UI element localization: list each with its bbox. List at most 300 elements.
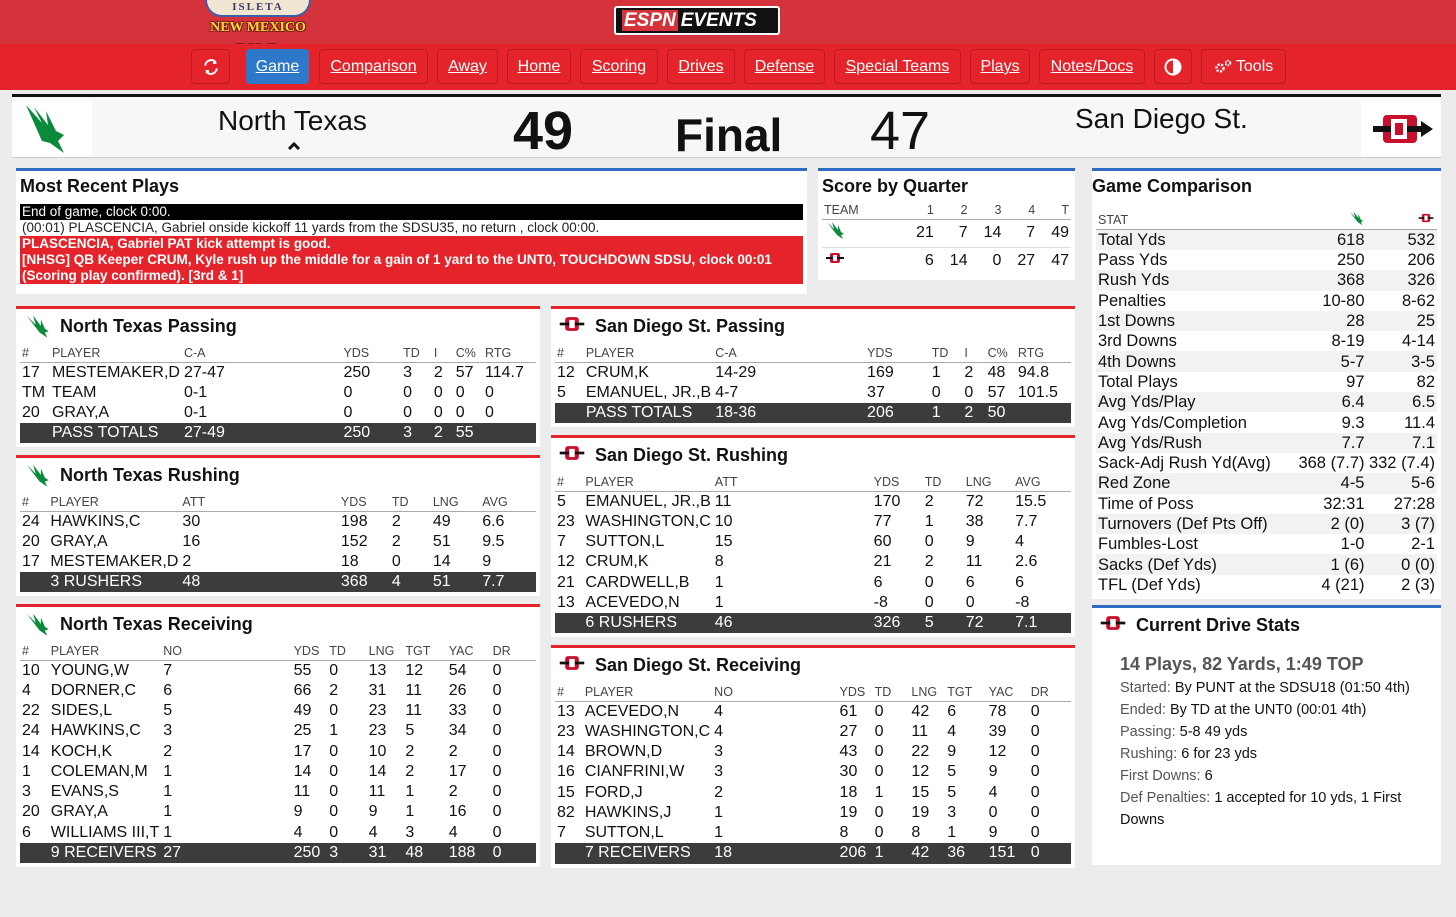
table-cell: 38 xyxy=(965,512,984,530)
drive-line xyxy=(1120,765,1421,787)
col-header: # xyxy=(555,684,583,701)
table-cell: 0 xyxy=(924,593,934,611)
unt-value: 368 (7.7) xyxy=(1298,454,1365,473)
table-cell: 1 xyxy=(163,783,173,801)
totals-cell: 27 xyxy=(161,843,291,863)
table-cell: 1 xyxy=(947,824,957,842)
totals-cell: 7 RECEIVERS xyxy=(583,843,712,863)
drive-label: Started: xyxy=(1120,680,1171,696)
col-header: AVG xyxy=(1013,474,1071,491)
table-cell: 15 xyxy=(714,532,733,550)
table-cell: 78 xyxy=(988,702,1007,720)
scoreboard xyxy=(12,94,1441,161)
comparison-row xyxy=(1096,331,1437,351)
home-score: 47 xyxy=(870,101,931,161)
table-cell: 1 xyxy=(874,783,884,801)
table-cell: 0 xyxy=(924,532,934,550)
table-cell: 94.8 xyxy=(1017,363,1050,381)
table-cell: 60 xyxy=(873,532,892,550)
table-cell: 0 xyxy=(988,803,998,821)
comparison-row xyxy=(1096,514,1437,534)
col-header: 2 xyxy=(936,202,970,219)
tab-away[interactable]: Away xyxy=(437,49,498,84)
stats-table xyxy=(555,684,1071,864)
table-cell: 61 xyxy=(839,702,858,720)
totals-row xyxy=(555,843,1071,863)
col-header: T xyxy=(1037,202,1071,219)
col-header: 3 xyxy=(970,202,1004,219)
table-cell: 0 xyxy=(492,783,502,801)
table-cell: 0 xyxy=(485,383,494,401)
drive-label: Ended: xyxy=(1120,702,1166,718)
table-row xyxy=(555,823,1071,843)
table-cell: 0 xyxy=(492,742,502,760)
sdsu-icon xyxy=(557,313,587,335)
tab-game[interactable]: Game xyxy=(246,49,309,84)
tab-notes-docs[interactable]: Notes/Docs xyxy=(1039,49,1145,84)
totals-cell: 0 xyxy=(491,843,536,863)
col-header: PLAYER xyxy=(583,684,712,701)
table-cell: 25 xyxy=(293,722,312,740)
stat-label: Rush Yds xyxy=(1096,270,1296,290)
table-row xyxy=(555,512,1071,532)
table-cell: 4 xyxy=(448,823,458,841)
score-cell: 21 xyxy=(916,224,934,241)
table-cell: 21 xyxy=(873,553,892,571)
recent-plays-panel xyxy=(16,168,807,294)
table-cell: TEAM xyxy=(51,383,97,401)
totals-cell: 326 xyxy=(872,613,923,633)
sdsu-value: 5-6 xyxy=(1367,473,1438,493)
table-cell: 30 xyxy=(839,763,858,781)
table-cell: 49 xyxy=(293,701,312,719)
totals-cell: 151 xyxy=(987,843,1029,863)
comparison-row xyxy=(1096,372,1437,392)
totals-cell: 0 xyxy=(1029,843,1071,863)
score-cell: 27 xyxy=(1017,252,1036,270)
comparison-row xyxy=(1096,392,1437,412)
table-cell: 12 xyxy=(405,661,424,679)
comparison-row xyxy=(1096,575,1437,595)
totals-cell: 250 xyxy=(292,843,328,863)
contrast-toggle[interactable] xyxy=(1154,49,1192,84)
table-cell: 23 xyxy=(368,701,387,719)
table-cell: 5 xyxy=(557,492,566,510)
table-cell: 2 xyxy=(163,742,173,760)
col-header: YDS xyxy=(838,684,873,701)
table-cell: CARDWELL,B xyxy=(585,573,690,591)
table-cell: 22 xyxy=(911,742,930,760)
totals-cell: 5 xyxy=(923,613,964,633)
tab-plays[interactable]: Plays xyxy=(970,49,1030,84)
comparison-row xyxy=(1096,270,1437,290)
sdsu-value: 4-14 xyxy=(1401,332,1435,351)
events-wordmark: EVENTS xyxy=(680,10,757,31)
table-cell: 11 xyxy=(965,553,983,571)
totals-cell: 3 RUSHERS xyxy=(48,572,180,592)
score-cell: 7 xyxy=(1026,224,1036,241)
table-cell: 12 xyxy=(988,742,1007,760)
comparison-row xyxy=(1096,250,1437,270)
comparison-row xyxy=(1096,494,1437,514)
totals-cell: 42 xyxy=(909,843,945,863)
refresh-button[interactable] xyxy=(191,49,230,84)
table-cell: 16 xyxy=(182,532,201,550)
table-cell: 20 xyxy=(22,403,40,421)
table-row xyxy=(555,383,1071,403)
table-cell: 0 xyxy=(329,742,339,760)
table-cell: 12 xyxy=(557,363,575,381)
table-cell: 0 xyxy=(874,824,884,842)
table-cell: 0 xyxy=(329,803,339,821)
play-item: [NHSG] QB Keeper CRUM, Kyle rush up the middle for a gain of 1 yard to the UNT0, TOUCHDOWN SDSU, clock 00:01 (Scoring play confirmed). [3rd & 1] xyxy=(20,252,803,284)
table-cell: 169 xyxy=(867,363,894,381)
sdsu-logo xyxy=(1361,101,1441,157)
eagle-icon xyxy=(22,313,52,339)
unt-value: 4-5 xyxy=(1296,473,1367,493)
table-cell: 0 xyxy=(492,762,502,780)
table-cell: 0 xyxy=(1030,824,1040,842)
table-cell: 0 xyxy=(492,803,502,821)
sdsu-icon xyxy=(824,250,846,266)
table-cell: 17 xyxy=(293,742,312,760)
table-cell: 14-29 xyxy=(715,363,757,381)
table-cell: 39 xyxy=(988,722,1007,740)
game-comparison-panel xyxy=(1092,168,1441,599)
col-header: NO xyxy=(161,643,291,660)
table-cell: 9 xyxy=(293,803,303,821)
col-header: ATT xyxy=(713,474,872,491)
table-cell: 9 xyxy=(988,763,998,781)
table-row xyxy=(20,511,536,532)
col-header: TEAM xyxy=(822,202,902,219)
col-header: YDS xyxy=(339,494,390,511)
sdsu-value: 11.4 xyxy=(1404,413,1435,432)
stat-label: Avg Yds/Completion xyxy=(1098,413,1247,432)
totals-row xyxy=(555,613,1071,633)
totals-cell: PASS TOTALS xyxy=(584,403,713,423)
table-cell: 11 xyxy=(405,681,422,699)
stat-label: Avg Yds/Rush xyxy=(1096,433,1296,453)
sdsu-icon xyxy=(557,652,587,674)
table-cell: 30 xyxy=(182,512,201,530)
table-cell: EVANS,S xyxy=(50,783,119,801)
table-cell: WILLIAMS III,T xyxy=(50,823,160,841)
table-cell: YOUNG,W xyxy=(50,661,129,679)
col-header: LNG xyxy=(964,474,1013,491)
table-cell: -8 xyxy=(1015,593,1030,611)
table-cell: 14 xyxy=(368,762,387,780)
table-cell: 11 xyxy=(911,722,929,740)
comparison-row xyxy=(1096,230,1437,251)
bowl-logo-sponsor: ISLETA xyxy=(205,0,311,17)
table-row xyxy=(20,532,536,552)
unt-logo xyxy=(22,611,52,644)
tab-comparison[interactable]: Comparison xyxy=(319,49,428,84)
table-cell: 0 xyxy=(492,661,502,679)
table-cell: 0-1 xyxy=(183,403,208,421)
table-cell: 6 xyxy=(965,573,975,591)
table-cell: 0 xyxy=(433,383,443,401)
table-cell: 0 xyxy=(329,661,339,679)
table-cell: 4 xyxy=(714,702,724,720)
table-cell: 5 xyxy=(557,383,566,401)
sdsu-icon xyxy=(557,442,587,464)
tab-drives[interactable]: Drives xyxy=(667,49,735,84)
unt-rushing-panel xyxy=(16,455,540,596)
table-cell: 0 xyxy=(403,383,412,401)
totals-cell: 48 xyxy=(403,843,446,863)
table-cell: 0 xyxy=(492,701,502,719)
eagle-icon xyxy=(1347,210,1365,226)
col-header: 1 xyxy=(902,202,936,219)
sdsu-col-logo xyxy=(1367,210,1438,230)
table-cell: HAWKINS,J xyxy=(584,803,672,821)
stat-label: Pass Yds xyxy=(1098,251,1168,270)
table-cell: FORD,J xyxy=(584,783,643,801)
totals-cell: 7.1 xyxy=(1013,613,1071,633)
totals-cell: 27-49 xyxy=(182,423,341,443)
col-header: # xyxy=(555,474,583,491)
table-cell: 7.7 xyxy=(1015,512,1038,530)
table-cell: EMANUEL, JR.,B xyxy=(585,492,711,510)
col-header: TD xyxy=(930,345,963,362)
col-header: YDS xyxy=(872,474,923,491)
unt-value: 32:31 xyxy=(1323,494,1365,513)
totals-cell xyxy=(483,423,536,443)
table-cell: 82 xyxy=(557,803,575,821)
comparison-row xyxy=(1096,412,1437,432)
play-item: End of game, clock 0:00. xyxy=(20,204,803,220)
sdsu-value: 25 xyxy=(1367,311,1438,331)
score-cell: 6 xyxy=(924,252,934,270)
panel-title-text: San Diego St. Receiving xyxy=(595,655,802,675)
table-cell: 6 xyxy=(163,681,173,699)
table-cell: 2 xyxy=(182,552,192,570)
table-cell: 51 xyxy=(432,532,451,550)
table-cell: 0 xyxy=(455,403,465,421)
table-cell: EMANUEL, JR.,B xyxy=(585,383,712,401)
current-drive-title-text: Current Drive Stats xyxy=(1136,615,1301,635)
table-row xyxy=(555,362,1071,383)
sdsu-logo xyxy=(557,652,587,681)
table-cell: 14 xyxy=(22,742,40,760)
table-cell: 9 xyxy=(368,803,378,821)
unt-value: 618 xyxy=(1296,230,1367,251)
table-cell: 1 xyxy=(329,722,339,740)
sdsu-logo xyxy=(557,442,587,471)
stat-label: Fumbles-Lost xyxy=(1098,535,1198,554)
table-cell: 10 xyxy=(22,661,40,679)
col-header: # xyxy=(20,494,48,511)
sdsu-icon xyxy=(1098,612,1128,634)
col-header: I xyxy=(432,345,454,362)
table-cell: 0 xyxy=(874,702,884,720)
stat-label: Time of Poss xyxy=(1098,494,1194,513)
table-cell: 2 xyxy=(924,553,934,571)
contrast-icon xyxy=(1164,58,1182,76)
unt-value: 97 xyxy=(1346,372,1365,391)
col-header: TD xyxy=(873,684,910,701)
table-cell: 5 xyxy=(163,701,173,719)
table-cell: 11 xyxy=(405,701,422,719)
table-cell: SIDES,L xyxy=(50,701,113,719)
table-cell: 0 xyxy=(433,403,443,421)
totals-cell: 206 xyxy=(838,843,873,863)
table-cell: 4 xyxy=(714,722,724,740)
comparison-row xyxy=(1096,433,1437,453)
sdsu-rushing-panel xyxy=(551,435,1075,637)
table-cell: 1 xyxy=(931,363,941,381)
gears-icon xyxy=(1214,59,1232,75)
stat-label: 4th Downs xyxy=(1096,351,1296,371)
table-row xyxy=(555,701,1071,722)
table-cell: 0 xyxy=(874,803,884,821)
totals-cell xyxy=(1016,403,1071,423)
table-row xyxy=(555,532,1071,552)
eagle-icon xyxy=(22,611,52,637)
table-cell: 114.7 xyxy=(485,363,524,381)
totals-row xyxy=(20,423,536,443)
table-cell: 2 xyxy=(448,783,458,801)
table-cell: 0 xyxy=(329,823,339,841)
table-cell: 21 xyxy=(557,573,575,591)
tab-defense[interactable]: Defense xyxy=(744,49,825,84)
tab-special-teams[interactable]: Special Teams xyxy=(834,49,961,84)
totals-cell: 36 xyxy=(945,843,986,863)
table-cell: 1 xyxy=(924,512,934,530)
table-cell: 3 xyxy=(714,742,724,760)
table-row xyxy=(20,741,536,761)
stats-table xyxy=(20,494,536,592)
comparison-row xyxy=(1096,453,1437,473)
tab-scoring[interactable]: Scoring xyxy=(580,49,658,84)
table-row xyxy=(555,593,1071,613)
bowl-logo-title: NEW MEXICO xyxy=(210,20,306,35)
col-header: TGT xyxy=(403,643,446,660)
table-cell: 17 xyxy=(22,363,40,381)
table-cell: 1 xyxy=(714,593,724,611)
table-cell: 11 xyxy=(293,783,311,801)
table-cell: 0 xyxy=(1030,783,1040,801)
sdsu-value: 8-62 xyxy=(1401,291,1435,310)
unt-value: 8-19 xyxy=(1331,332,1365,351)
table-cell: 6.6 xyxy=(482,512,505,530)
table-cell: 12 xyxy=(557,553,575,571)
sdsu-value: 2-1 xyxy=(1411,535,1435,554)
tab-home[interactable]: Home xyxy=(507,49,571,84)
current-drive-title xyxy=(1092,608,1441,644)
panel-title-text: North Texas Rushing xyxy=(60,465,240,485)
table-cell: 5 xyxy=(405,722,415,740)
table-cell: 17 xyxy=(22,552,40,570)
table-cell: 43 xyxy=(839,742,858,760)
table-cell: 3 xyxy=(714,763,724,781)
comparison-row xyxy=(1096,473,1437,493)
table-cell: 54 xyxy=(448,661,467,679)
table-cell: 4-7 xyxy=(715,383,739,401)
unt-col-logo xyxy=(1296,210,1367,230)
drive-value: 6 xyxy=(1204,768,1213,784)
col-header: # xyxy=(20,345,50,362)
col-header: PLAYER xyxy=(49,643,161,660)
table-row xyxy=(555,782,1071,802)
table-row xyxy=(20,823,536,843)
totals-cell: 2 xyxy=(432,423,454,443)
table-cell: 0 xyxy=(485,403,494,421)
sdsu-logo xyxy=(557,313,587,342)
col-header: PLAYER xyxy=(50,345,182,362)
totals-row xyxy=(555,403,1071,423)
stat-label: Sacks (Def Yds) xyxy=(1096,554,1296,574)
table-cell: CRUM,K xyxy=(585,363,649,381)
table-cell: 198 xyxy=(340,512,368,530)
table-cell: 42 xyxy=(911,702,930,720)
totals-cell: 48 xyxy=(180,572,338,592)
table-cell: 1 xyxy=(22,762,31,780)
table-cell: 23 xyxy=(557,722,575,740)
table-cell: 0 xyxy=(874,763,884,781)
table-cell: 0 xyxy=(931,383,941,401)
table-cell: -8 xyxy=(873,593,888,611)
totals-cell: 3 xyxy=(401,423,432,443)
table-cell: 2 xyxy=(329,681,339,699)
unt-value: 7.7 xyxy=(1296,433,1367,453)
unt-value: 10-80 xyxy=(1322,291,1365,310)
table-cell: SUTTON,L xyxy=(584,824,664,842)
table-cell: 0 xyxy=(1030,722,1040,740)
drive-summary: 14 Plays, 82 Yards, 1:49 TOP xyxy=(1120,654,1364,674)
stat-label: Turnovers (Def Pts Off) xyxy=(1096,514,1296,534)
col-header: TD xyxy=(390,494,431,511)
unt-value: 368 xyxy=(1296,270,1367,290)
stat-label: Red Zone xyxy=(1096,473,1296,493)
col-header: DR xyxy=(491,643,536,660)
tools-button[interactable] xyxy=(1201,49,1286,84)
totals-cell: 46 xyxy=(713,613,872,633)
table-cell: 1 xyxy=(714,573,724,591)
table-cell: 10 xyxy=(368,742,387,760)
totals-cell: 368 xyxy=(339,572,390,592)
table-cell: 0 xyxy=(329,783,339,801)
espn-events-logo xyxy=(614,6,780,35)
totals-cell: 6 RUSHERS xyxy=(583,613,712,633)
table-cell: 6 xyxy=(1015,573,1025,591)
table-cell: 57 xyxy=(455,363,474,381)
sdsu-passing-title xyxy=(551,309,1075,345)
sdsu-value: 7.1 xyxy=(1367,433,1438,453)
table-cell: 2 xyxy=(924,492,934,510)
col-header: PLAYER xyxy=(583,474,712,491)
score-cell: 47 xyxy=(1051,252,1069,270)
totals-cell xyxy=(555,843,583,863)
table-cell: 4 xyxy=(368,823,378,841)
totals-cell: 18-36 xyxy=(713,403,865,423)
score-cell: 7 xyxy=(958,224,968,241)
table-cell: 9 xyxy=(947,742,957,760)
drive-value: 5-8 49 yds xyxy=(1179,724,1248,740)
col-header: DR xyxy=(1029,684,1071,701)
home-team-name: San Diego St. xyxy=(1075,103,1248,134)
table-cell: 5 xyxy=(947,783,957,801)
table-cell: 0 xyxy=(1030,742,1040,760)
table-cell: 3 xyxy=(403,363,412,381)
table-cell: WASHINGTON,C xyxy=(585,512,711,530)
table-cell: 0 xyxy=(874,742,884,760)
play-item: (00:01) PLASCENCIA, Gabriel onside kickoff 11 yards from the SDSU35, no return , clock 00:00. xyxy=(22,220,600,235)
stat-label: Total Yds xyxy=(1096,230,1296,251)
table-cell: COLEMAN,M xyxy=(50,762,148,780)
